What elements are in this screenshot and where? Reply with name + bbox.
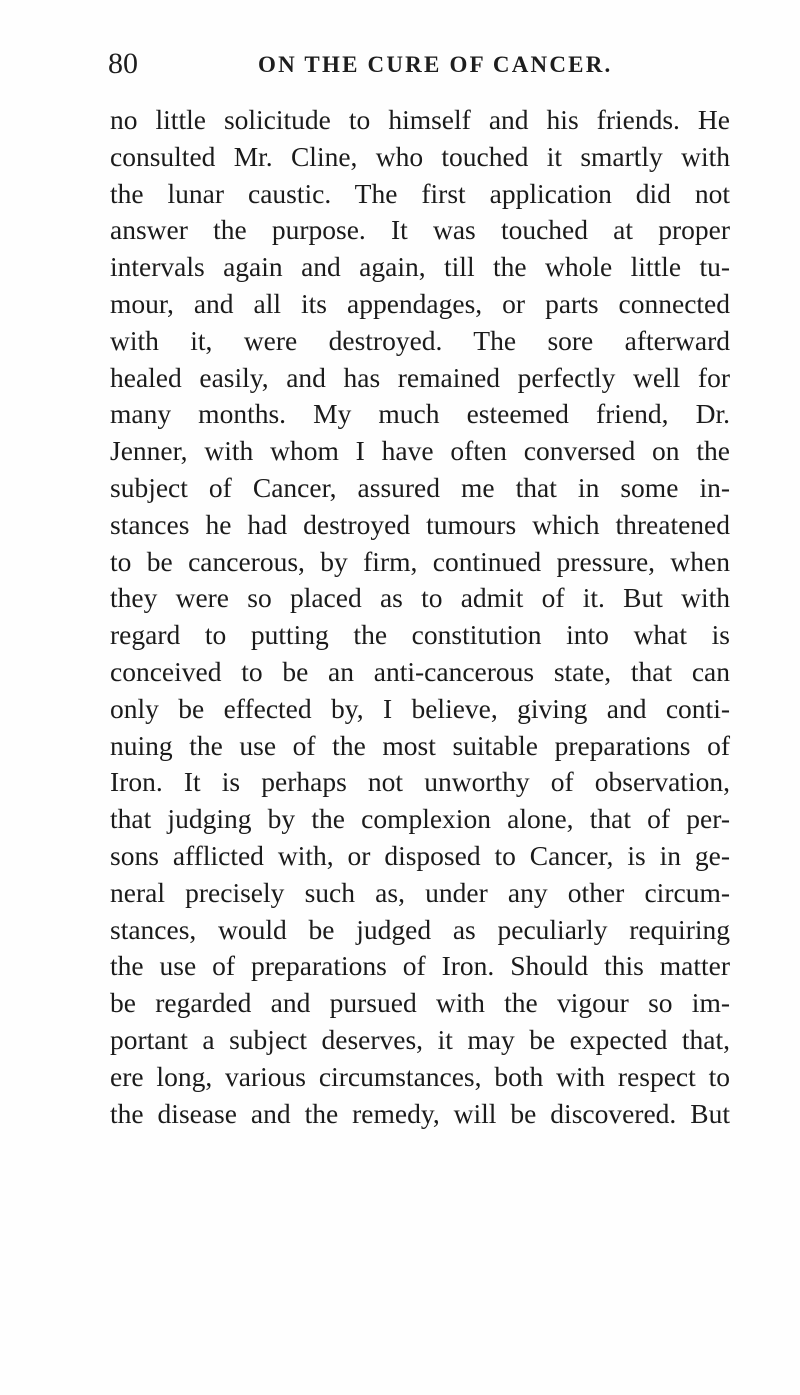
text-line: neral precisely such as, under any other circum- [110, 876, 730, 908]
text-line: to be cancerous, by firm, continued pressure, when [110, 545, 730, 577]
text-line: ere long, various circumstances, both with respect to [110, 1060, 730, 1092]
text-line: regard to putting the constitution into what is [110, 619, 730, 651]
text-line: stances he had destroyed tumours which threatened [110, 508, 730, 540]
text-line: healed easily, and has remained perfectly well for [110, 361, 730, 393]
text-line: only be effected by, I believe, giving and conti- [110, 692, 730, 724]
text-line: nuing the use of the most suitable preparations of [110, 729, 730, 761]
text-line: sons afflicted with, or disposed to Cancer, is in ge- [110, 839, 730, 871]
text-line: many months. My much esteemed friend, Dr. [110, 398, 730, 430]
text-line: answer the purpose. It was touched at proper [110, 214, 730, 246]
text-line: stances, would be judged as peculiarly requiring [110, 913, 730, 945]
text-line: no little solicitude to himself and his friends. He [110, 104, 730, 135]
running-head [108, 46, 718, 82]
text-line: Iron. It is perhaps not unworthy of observation, [110, 766, 730, 798]
text-line: the use of preparations of Iron. Should this matter [110, 950, 730, 982]
running-head-title: ON THE CURE OF CANCER. [258, 52, 613, 77]
text-line: consulted Mr. Cline, who touched it smartly with [110, 140, 730, 172]
text-line: be regarded and pursued with the vigour so im- [110, 987, 730, 1019]
text-line: with it, were destroyed. The sore afterward [110, 324, 730, 356]
text-line: that judging by the complexion alone, that of per- [110, 803, 730, 835]
page-number: 80 [108, 47, 138, 80]
body-text [110, 102, 730, 1132]
text-line: intervals again and again, till the whole little tu- [110, 251, 730, 283]
text-line: Jenner, with whom I have often conversed on the [110, 435, 730, 467]
text-line: the lunar caustic. The first application did not [110, 177, 730, 209]
text-line: conceived to be an anti-cancerous state, that can [110, 655, 730, 687]
text-line: subject of Cancer, assured me that in some in- [110, 471, 730, 503]
text-line: the disease and the remedy, will be discovered. But [110, 1097, 730, 1129]
text-line: mour, and all its appendages, or parts connected [110, 287, 730, 319]
text-line: portant a subject deserves, it may be expected that, [110, 1023, 730, 1055]
text-line: they were so placed as to admit of it. But with [110, 582, 730, 614]
